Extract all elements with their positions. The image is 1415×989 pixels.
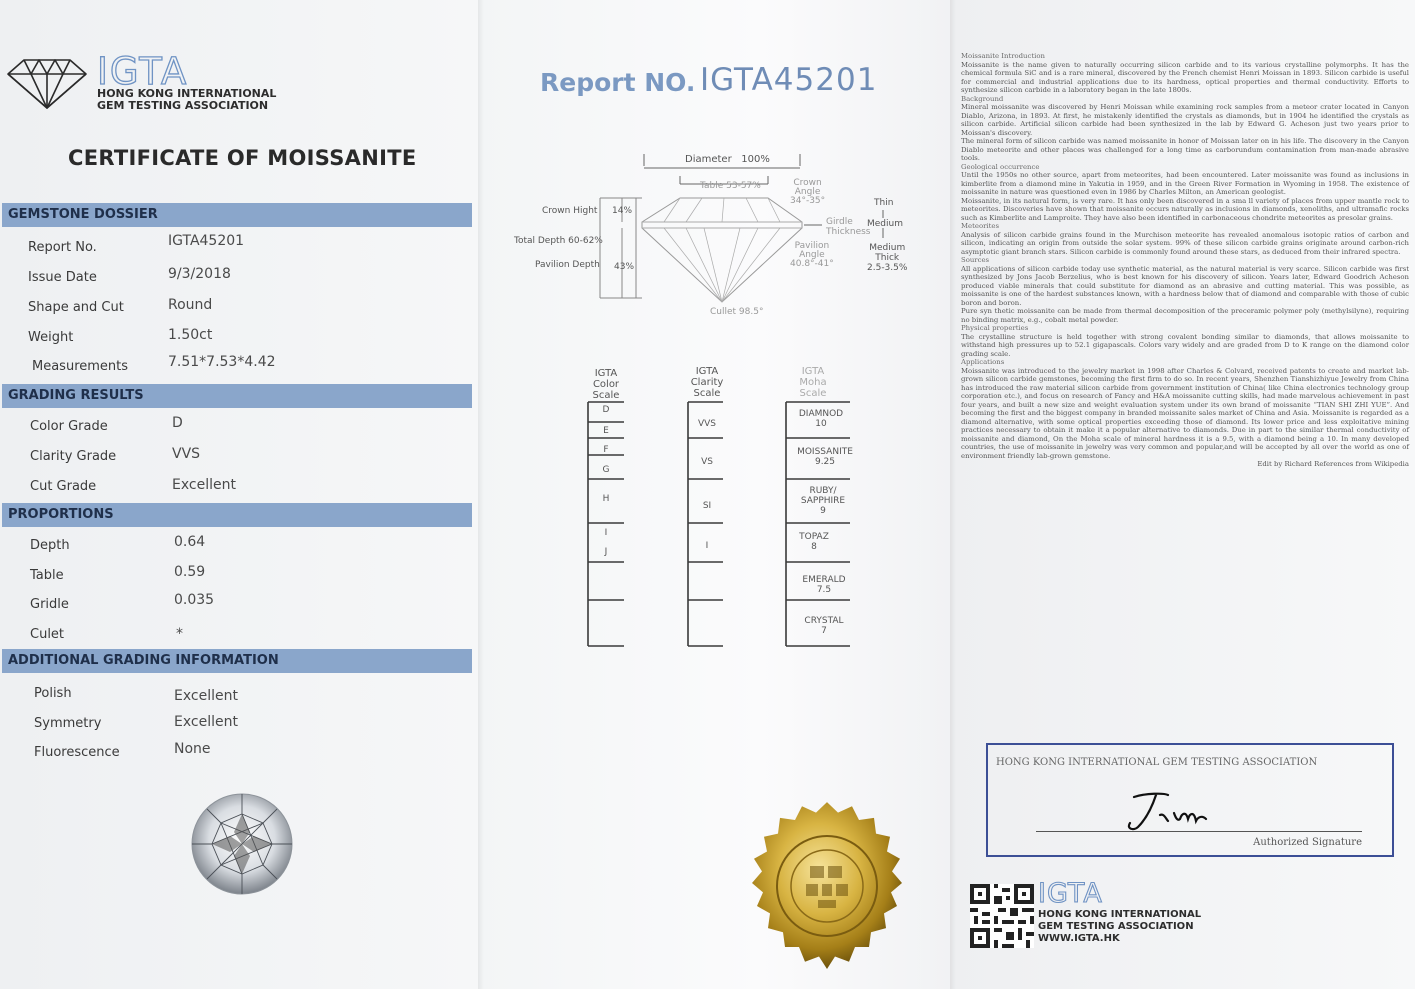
girdle-scale-thin: Thin (874, 198, 894, 208)
signature-box (986, 743, 1394, 857)
color-grade-d: D (602, 405, 610, 415)
diagram-crown-height-pct: 14% (612, 206, 633, 216)
color-grade-g: G (602, 465, 610, 475)
intro-heading: Moissanite Introduction (961, 52, 1045, 60)
intro-paragraph: Moissanite, in its natural form, is very rare. It has only been discovered in a sma ll variety of places from upper mantle rock to meteorites. Discoveries have shown that moissanite occurs naturally as inclusions in diamonds, xenoliths, and ultramafic rocks such as Kimberlite and Lamproite. They have also been identified in carbonaceous chondrite meteorites as presolar grains. (961, 196, 1409, 222)
qr-code-icon (970, 884, 1034, 948)
fold-line (950, 0, 956, 989)
clarity-grade-vvs: VVS (697, 419, 717, 429)
dossier-label-shape: Shape and Cut (28, 300, 124, 315)
diagram-total-depth: Total Depth 60-62% (514, 236, 603, 246)
grading-value-color: D (172, 415, 183, 431)
report-label: Report NO. (540, 68, 696, 97)
diagram-pavilion-depth: Pavilion Depth (535, 260, 600, 270)
moh-emerald: EMERALD 7.5 (802, 575, 846, 595)
intro-paragraph: Pure syn thetic moissanite can be made from thermal decomposition of the preceramic polymer poly (methylsilyne), requiring no binding matrix, e.g., cobalt metal powder. (961, 307, 1409, 324)
proportion-label-culet: Culet (30, 627, 65, 642)
grading-scales-frame (580, 400, 860, 650)
intro-heading: Applications (961, 358, 1005, 366)
dossier-label-measurements: Measurements (32, 359, 129, 374)
intro-heading: Physical properties (961, 324, 1029, 332)
moh-scale-title: IGTA Moha Scale (799, 366, 827, 399)
section-title: GEMSTONE DOSSIER (8, 207, 158, 222)
color-grade-f: F (603, 445, 609, 455)
website-url: WWW.IGTA.HK (1038, 933, 1120, 944)
signature-line (1036, 831, 1362, 832)
additional-value-fluorescence: None (174, 741, 211, 757)
intro-heading: Sources (961, 256, 990, 264)
clarity-grade-si: SI (702, 501, 712, 511)
dossier-label-report-no: Report No. (28, 240, 97, 255)
dossier-value-issue-date: 9/3/2018 (168, 266, 231, 282)
certificate-title: CERTIFICATE OF MOISSANITE (68, 146, 417, 170)
dossier-label-issue-date: Issue Date (28, 270, 97, 285)
dossier-value-shape: Round (168, 297, 213, 313)
clarity-scale-title: IGTA Clarity Scale (690, 366, 724, 399)
intro-paragraph: Moissanite is the name given to naturally occurring silicon carbide and to its various crystalline polymorphs. It has the chemical formula SiC and is a rare mineral, discovered by the French chemist Henri Moissan in 1893. Silicon carbide is useful for commercial and industrial applications due to its hardness, optical properties and thermal conductivity. Efforts to synthesize silicon carbide in a laboratory began in the late 1800s. (961, 60, 1409, 94)
moh-moissanite: MOISSANITE 9.25 (797, 447, 853, 467)
intro-paragraph: The mineral form of silicon carbide was named moissanite in honor of Moissan later on in his life. The discovery in the Canyon Diablo meteorite and other places was challenged for a long time as carborundum contamination from man-made abrasive tools. (961, 137, 1409, 162)
signature-org: HONG KONG INTERNATIONAL GEM TESTING ASSOCIATION (996, 757, 1318, 768)
grading-label-cut: Cut Grade (30, 479, 97, 494)
clarity-grade-i: I (705, 541, 709, 551)
proportion-label-depth: Depth (30, 538, 70, 553)
intro-paragraph: Mineral moissanite was discovered by Henri Moissan while examining rock samples from a meteor crater located in Canyon Diablo, Arizona, in 1893. At first, he mistakenly identified the crystals as diamonds, but in 1904 he identified the crystals as silicon carbide. Artificial silicon carbide had been synthesized in the lab by Edward G. Acheson just two years prior to Moissan's discovery. (961, 103, 1409, 137)
diagram-diameter: Diameter 100% (685, 154, 770, 165)
diagram-crown-angle: Crown Angle 34°-35° (790, 178, 826, 206)
section-title: GRADING RESULTS (8, 388, 144, 403)
diagram-culet: Cullet 98.5° (710, 307, 764, 317)
section-grading-results (2, 384, 472, 408)
color-scale-title: IGTA Color Scale (592, 368, 620, 401)
section-additional-grading (2, 649, 472, 673)
fold-line (478, 0, 484, 989)
diagram-pavilion-angle: Pavilion Angle 40.8°-41° (790, 241, 834, 269)
authorized-signature-label: Authorized Signature (1253, 837, 1362, 848)
color-grade-e: E (603, 426, 609, 436)
additional-value-symmetry: Excellent (174, 714, 238, 730)
additional-value-polish: Excellent (174, 688, 238, 704)
grading-label-color: Color Grade (30, 419, 108, 434)
intro-credit: Edit by Richard References from Wikipedia (1257, 460, 1409, 468)
grading-label-clarity: Clarity Grade (30, 449, 117, 464)
org-name-line1: HONG KONG INTERNATIONAL (1038, 909, 1202, 920)
diagram-pavilion-depth-pct: 43% (614, 262, 635, 272)
diamond-logo-icon (6, 58, 88, 110)
moh-crystal: CRYSTAL 7 (804, 616, 844, 636)
diagram-girdle: Girdle Thickness (826, 217, 871, 237)
moh-ruby-sapphire: RUBY/ SAPPHIRE 9 (800, 486, 846, 516)
proportion-value-table: 0.59 (174, 564, 206, 580)
additional-label-polish: Polish (34, 686, 72, 701)
additional-label-fluorescence: Fluorescence (34, 745, 120, 760)
org-name (97, 88, 276, 112)
intro-paragraph: Until the 1950s no other source, apart from meteorites, had been encountered. Later moissanite was found as inclusions in kimberlite from a diamond mine in Yakutia in 1959, and in the Green River Formation in Wyoming in 1958. The existence of moissanite in nature was questioned even in 1986 by Charles Milton, an American geologist. (961, 171, 1409, 196)
dossier-value-measurements: 7.51*7.53*4.42 (168, 354, 276, 370)
proportion-label-table: Table (30, 568, 64, 583)
intro-paragraph: Analysis of silicon carbide grains found in the Murchison meteorite has revealed anomalous isotopic ratios of carbon and silicon, indicating an origin from outside the solar system. 99% of these silicon carbide grains originate around carbon-rich asymptotic giant branch stars. Silicon carbide is commonly found around these stars, as deduced from their infrared spectra. (961, 230, 1409, 256)
clarity-grade-vs: VS (701, 457, 713, 467)
proportion-value-girdle: 0.035 (174, 592, 215, 608)
proportion-label-girdle: Gridle (30, 597, 69, 612)
diagram-crown-height: Crown Hight (542, 206, 598, 216)
intro-heading: Background (961, 94, 1004, 103)
section-gemstone-dossier (2, 203, 472, 227)
section-title: PROPORTIONS (8, 507, 114, 522)
round-brilliant-diamond-image (190, 792, 294, 896)
section-proportions (2, 503, 472, 527)
igta-logo-text: IGTA (97, 50, 189, 93)
dossier-label-weight: Weight (28, 330, 74, 345)
dossier-value-report-no: IGTA45201 (168, 233, 245, 249)
color-grade-j: J (604, 547, 608, 557)
grading-value-clarity: VVS (172, 446, 201, 462)
dossier-value-weight: 1.50ct (168, 327, 213, 343)
certificate-left-panel (0, 0, 478, 989)
proportion-value-depth: 0.64 (174, 534, 206, 550)
additional-label-symmetry: Symmetry (34, 716, 102, 731)
handwritten-signature (1116, 789, 1236, 833)
proportion-value-culet: * (176, 626, 183, 642)
grading-value-cut: Excellent (172, 477, 236, 493)
org-name-line1: HONG KONG INTERNATIONAL (97, 87, 277, 100)
color-grade-i: I (604, 528, 608, 538)
color-grade-h: H (602, 494, 610, 504)
intro-heading: Meteorites (961, 222, 1000, 230)
intro-paragraph: All applications of silicon carbide today use synthetic material, as the natural material is very scarce. Silicon carbide was first synthesized by Jons Jacob Berzelius, who is best known for his discovery of silicon. Years later, Edward Goodrich Acheson produced viable minerals that could substitute for diamond as an abrasive and cutting material. This was possible, as moissanite is one of the hardest substances known, with a hardness below that of diamond and comparable with those of cubic boron and boron. (961, 264, 1409, 307)
girdle-scale-medium-thick: Medium Thick 2.5-3.5% (867, 243, 908, 273)
intro-paragraph: The crystalline structure is held together with strong covalent bonding similar to diamonds, that allows moissanite to withstand high pressures up to 52.1 gigapascals. Colors vary widely and are graded from D to K range on the diamond color grading scale. (961, 332, 1409, 358)
diagram-table: Table 53-57% (700, 181, 761, 191)
report-number: IGTA45201 (700, 62, 878, 98)
igta-logo-text-footer: IGTA (1038, 878, 1103, 909)
intro-paragraph: Moissanite was introduced to the jewelry market in 1998 after Charles & Colvard, received patents to create and market lab-grown silicon carbide gemstones, becoming the first firm to do so. In recent years, Shenzhen Tianshizhiyue Jewelry from China has introduced the raw material silicon carbide from government institution of China( like China electronics technology group corporation etc.), and focus on research of Fancy and H&A moissanite cutting skills, had made marvelous achievement in past four years, and built a new size and weight evaluation system under its own brand of moissanite “TIAN SHI ZHI YUE”. And becoming the first and the biggest company in branded moissanite sales market of China and Asia. Moissanite is regarded as a diamond alternative, with some optical properties exceeding those of diamond. Its lower price and less exploitative mining practices necessary to obtain it make it a popular alternative to diamonds. Due in part to the similar thermal conductivity of moissanite and diamond, On the Moha scale of mineral hardness it is a 9.5, with a diamond being a 10. In many developed countries, the use of moissanite in jewelry was very common and popular,and will be accepted by all over the world as one of environment friendly lab-grown gemstone. (961, 366, 1409, 460)
gold-seal-image (722, 780, 932, 980)
moh-topaz: TOPAZ 8 (799, 532, 829, 552)
org-name-footer (1038, 909, 1201, 945)
moissanite-introduction-text (961, 52, 1409, 469)
proportion-diagram (570, 150, 900, 325)
org-name-line2: GEM TESTING ASSOCIATION (97, 99, 269, 112)
section-title: ADDITIONAL GRADING INFORMATION (8, 653, 279, 668)
girdle-scale-medium: Medium (867, 219, 903, 229)
moh-diamond: DIAMNOD 10 (798, 409, 844, 429)
intro-heading: Geological occurrence (961, 162, 1040, 171)
org-name-line2: GEM TESTING ASSOCIATION (1038, 921, 1194, 932)
